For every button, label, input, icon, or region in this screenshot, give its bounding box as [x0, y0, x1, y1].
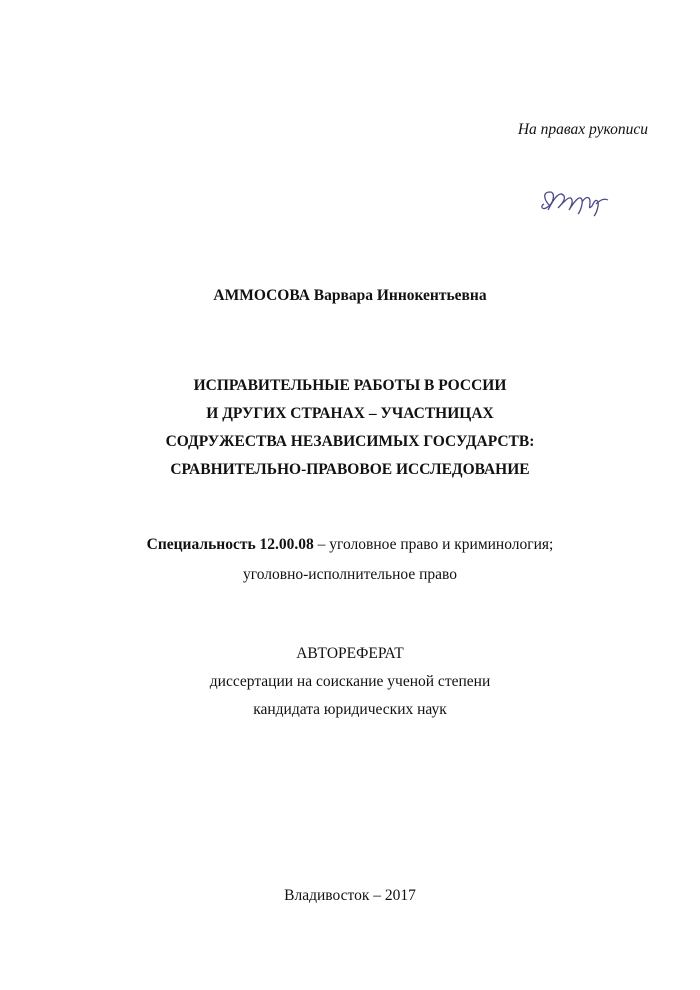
abstract-heading: АВТОРЕФЕРАТ — [296, 645, 404, 662]
abstract-block — [0, 640, 700, 724]
abstract-line-2: кандидата юридических наук — [253, 701, 447, 718]
title-line: СОДРУЖЕСТВА НЕЗАВИСИМЫХ ГОСУДАРСТВ: — [165, 433, 535, 450]
author-name: АММОСОВА Варвара Иннокентьевна — [213, 287, 487, 304]
title-line: И ДРУГИХ СТРАНАХ – УЧАСТНИЦАХ — [206, 405, 494, 422]
abstract-line-1: диссертации на соискание ученой степени — [209, 673, 491, 690]
specialty-line-1 — [0, 530, 700, 560]
signature-icon — [536, 184, 610, 218]
place-year: Владивосток – 2017 — [284, 887, 416, 904]
dissertation-title — [0, 372, 700, 484]
specialty-description: – уголовное право и криминология; — [313, 536, 554, 553]
rights-note: На правах рукописи — [517, 121, 648, 138]
specialty-code: Специальность 12.00.08 — [146, 536, 314, 553]
specialty-line-2: уголовно-исполнительное право — [243, 566, 457, 583]
title-line: СРАВНИТЕЛЬНО-ПРАВОВОЕ ИССЛЕДОВАНИЕ — [170, 461, 530, 478]
specialty-block — [0, 530, 700, 590]
title-line: ИСПРАВИТЕЛЬНЫЕ РАБОТЫ В РОССИИ — [193, 377, 507, 394]
